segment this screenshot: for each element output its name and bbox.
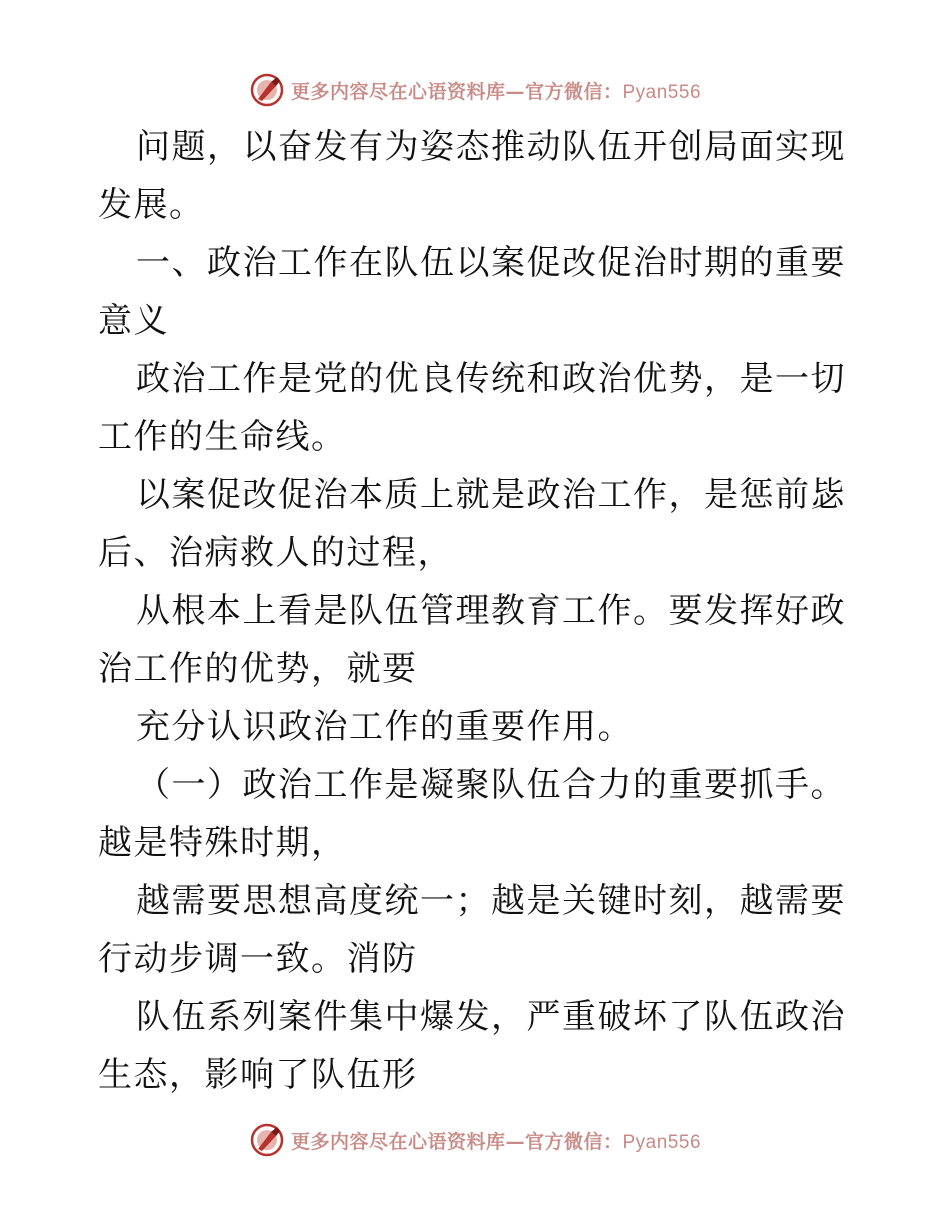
header-watermark-banner [0,70,950,110]
footer-watermark-text: 更多内容尽在心语资料库—官方微信：Pyan556 [290,1130,702,1153]
pen-nib-circle-icon [249,72,285,108]
subsection-heading: （一）政治工作是凝聚队伍合力的重要抓手。越是特殊时期， [98,765,846,863]
paragraph: 越需要思想高度统一；越是关键时刻，越需要行动步调一致。消防 [98,881,846,979]
paragraph: 从根本上看是队伍管理教育工作。要发挥好政治工作的优势，就要 [98,591,846,689]
paragraph: 以案促改促治本质上就是政治工作，是惩前毖后、治病救人的过程， [98,475,846,573]
section-heading: 一、政治工作在队伍以案促改促治时期的重要意义 [98,243,846,341]
pen-nib-circle-icon [249,1122,285,1158]
document-body [98,118,858,1104]
paragraph: 政治工作是党的优良传统和政治优势，是一切工作的生命线。 [98,359,846,457]
paragraph: 问题，以奋发有为姿态推动队伍开创局面实现发展。 [98,127,846,225]
paragraph: 充分认识政治工作的重要作用。 [136,707,633,747]
footer-watermark-banner [0,1120,950,1160]
header-watermark-text: 更多内容尽在心语资料库—官方微信：Pyan556 [290,80,702,103]
paragraph: 队伍系列案件集中爆发，严重破坏了队伍政治生态，影响了队伍形 [98,997,846,1095]
